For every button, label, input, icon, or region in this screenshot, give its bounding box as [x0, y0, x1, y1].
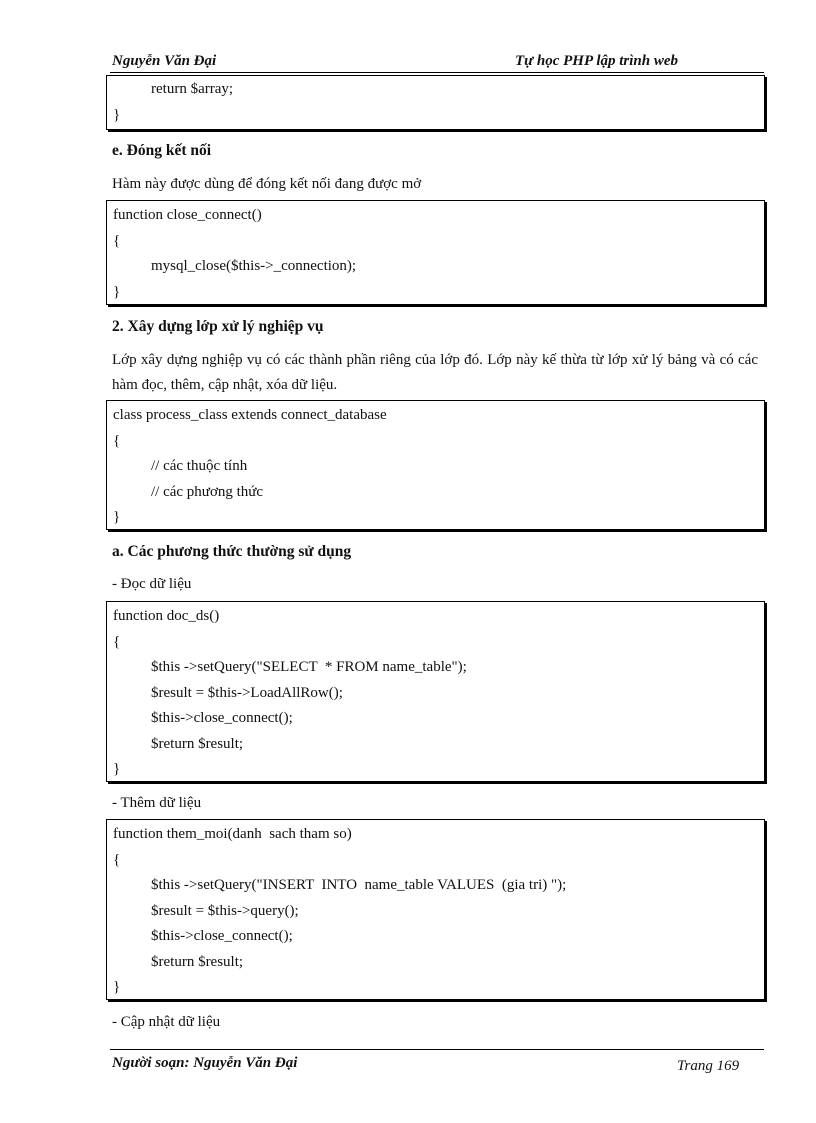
- code-line: $result = $this->query();: [151, 902, 299, 919]
- heading-common-methods: a. Các phương thức thường sử dụng: [112, 543, 352, 560]
- code-line: }: [113, 761, 121, 777]
- header-author: Nguyễn Văn Đại: [112, 53, 217, 69]
- paragraph-business-class: Lớp xây dựng nghiệp vụ có các thành phần riêng của lớp đó. Lớp này kế thừa từ lớp xử lý bảng và có các hàm đọc, thêm, cập nhật, xóa dữ liệu.: [112, 352, 758, 393]
- code-line: class process_class extends connect_database: [113, 407, 387, 423]
- code-line: $this->close_connect();: [151, 710, 293, 726]
- code-line: {: [113, 851, 121, 868]
- code-line: {: [113, 232, 121, 249]
- label-update-data: - Cập nhật dữ liệu: [112, 1014, 221, 1030]
- code-line: {: [113, 432, 121, 449]
- code-line: }: [113, 979, 121, 995]
- label-add-data: - Thêm dữ liệu: [112, 795, 202, 811]
- header-rule: [110, 72, 764, 73]
- code-line: return $array;: [151, 81, 234, 97]
- code-line: $this->close_connect();: [151, 928, 293, 944]
- code-line: {: [113, 633, 121, 650]
- code-box-return: [106, 75, 765, 130]
- code-line: }: [113, 509, 121, 525]
- code-line: function doc_ds(): [113, 608, 220, 624]
- page-number: Trang 169: [677, 1058, 740, 1074]
- footer-composer: Người soạn: Nguyễn Văn Đại: [112, 1055, 298, 1071]
- code-line: // các thuộc tính: [151, 458, 248, 474]
- code-box-close-connect: [106, 200, 765, 305]
- code-line: mysql_close($this->_connection);: [151, 258, 357, 274]
- code-line: function them_moi(danh sach tham so): [113, 826, 352, 842]
- label-read-data: - Đọc dữ liệu: [112, 576, 192, 592]
- code-line: $return $result;: [151, 953, 244, 970]
- code-line: }: [113, 106, 121, 123]
- code-line: $return $result;: [151, 735, 244, 752]
- code-box-doc-ds: [106, 601, 765, 782]
- code-line: function close_connect(): [113, 207, 262, 223]
- heading-business-class: 2. Xây dựng lớp xử lý nghiệp vụ: [112, 318, 324, 335]
- paragraph-close-connection: Hàm này được dùng để đóng kết nối đang được mở: [112, 176, 422, 192]
- code-line: $result = $this->LoadAllRow();: [151, 684, 343, 701]
- code-line: $this ->setQuery("SELECT * FROM name_table");: [151, 659, 467, 675]
- code-line: // các phương thức: [151, 483, 264, 500]
- heading-close-connection: e. Đóng kết nối: [112, 142, 212, 159]
- code-line: $this ->setQuery("INSERT INTO name_table VALUES (gia tri) ");: [151, 877, 567, 893]
- header-book-title: Tự học PHP lập trình web: [515, 53, 679, 69]
- code-box-them-moi: [106, 819, 765, 1000]
- footer-rule: [110, 1049, 764, 1050]
- code-line: }: [113, 283, 121, 300]
- code-box-process-class: [106, 400, 765, 530]
